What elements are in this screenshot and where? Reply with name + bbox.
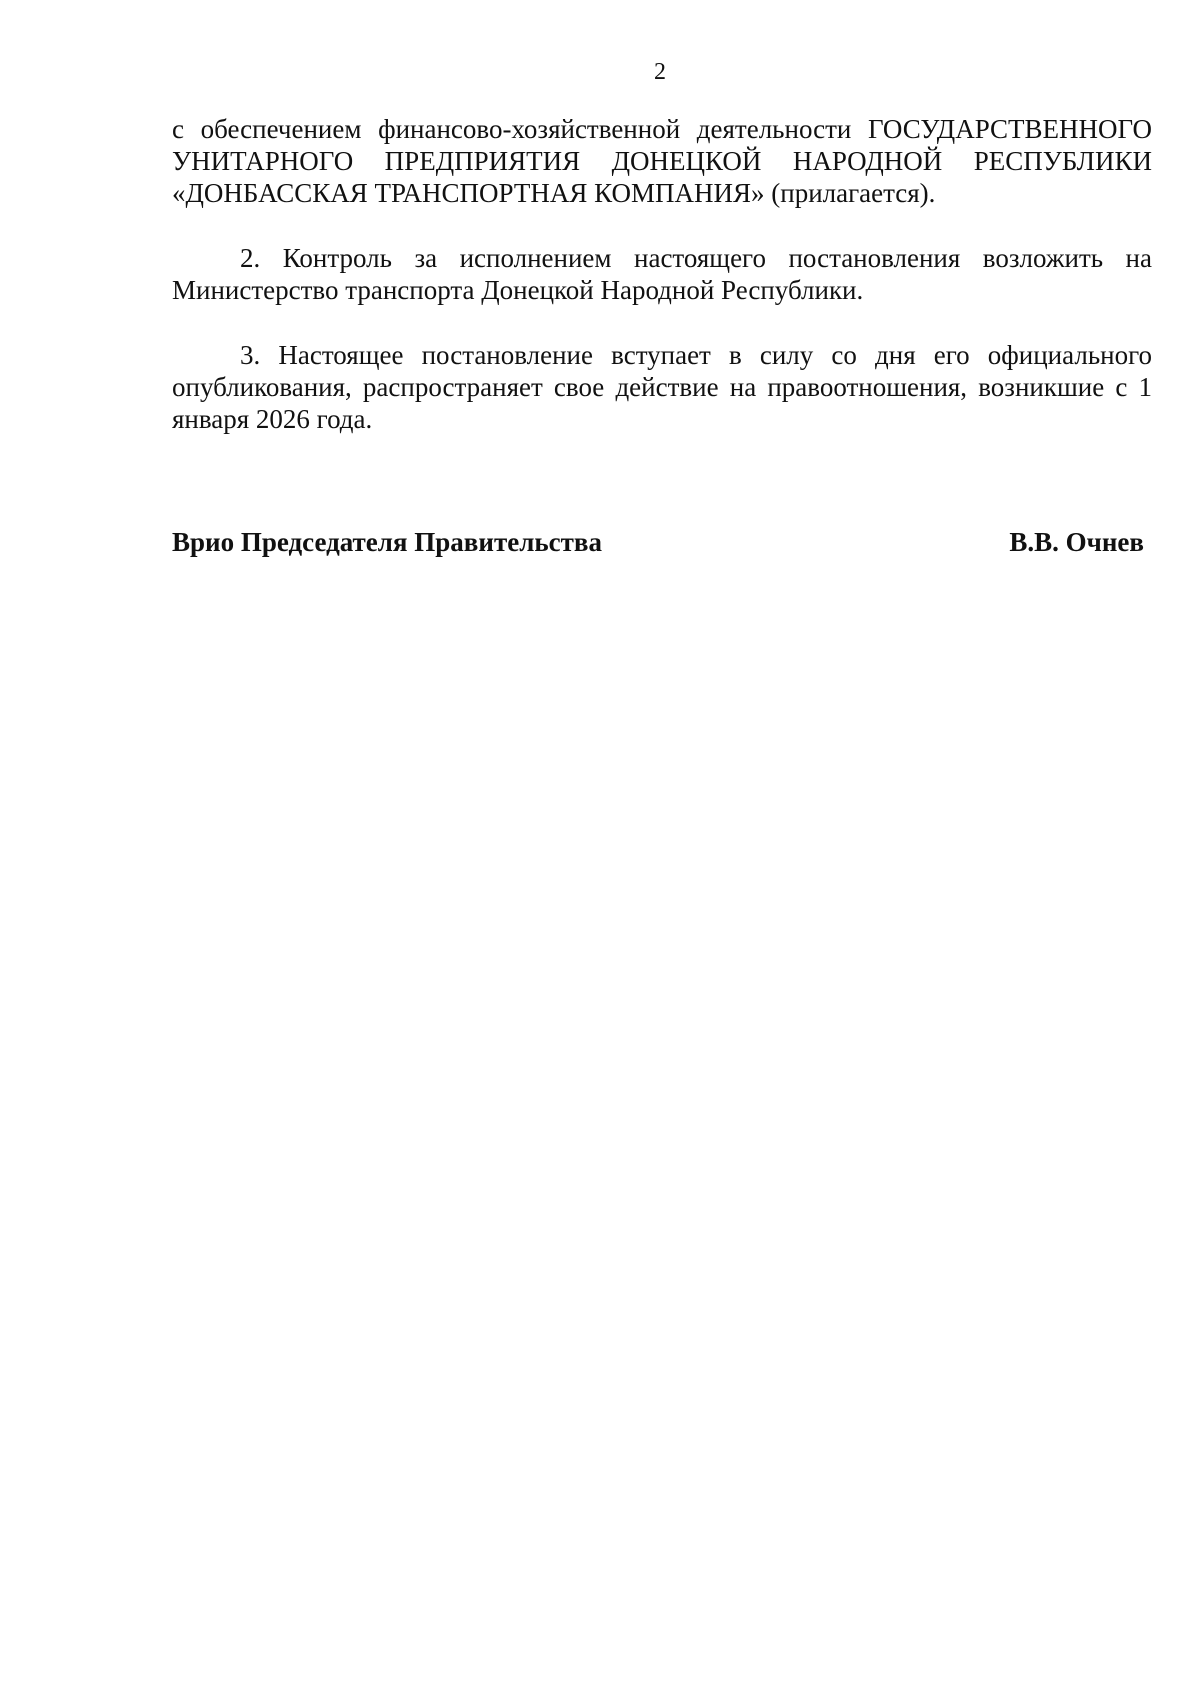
page-number: 2 [654, 59, 666, 85]
paragraph-2-control: 2. Контроль за исполнением настоящего постановления возложить на Министерство транспорта Донецкой Народной Республики. [172, 243, 1152, 305]
document-body [172, 113, 1152, 435]
paragraph-3-effective-date: 3. Настоящее постановление вступает в силу со дня его официального опубликования, распространяет свое действие на правоотношения, возникшие с 1 января 2026 года. [172, 340, 1152, 434]
signature-block [172, 526, 1144, 558]
paragraph-continuation: с обеспечением финансово-хозяйственной деятельности ГОСУДАРСТВЕННОГО УНИТАРНОГО ПРЕДПРИЯТИЯ ДОНЕЦКОЙ НАРОДНОЙ РЕСПУБЛИКИ «ДОНБАССКАЯ ТРАНСПОРТНАЯ КОМПАНИЯ» (прилагается). [172, 114, 1152, 208]
signatory-name: В.В. Очнев [1009, 527, 1144, 557]
signatory-position: Врио Председателя Правительства [172, 527, 602, 557]
